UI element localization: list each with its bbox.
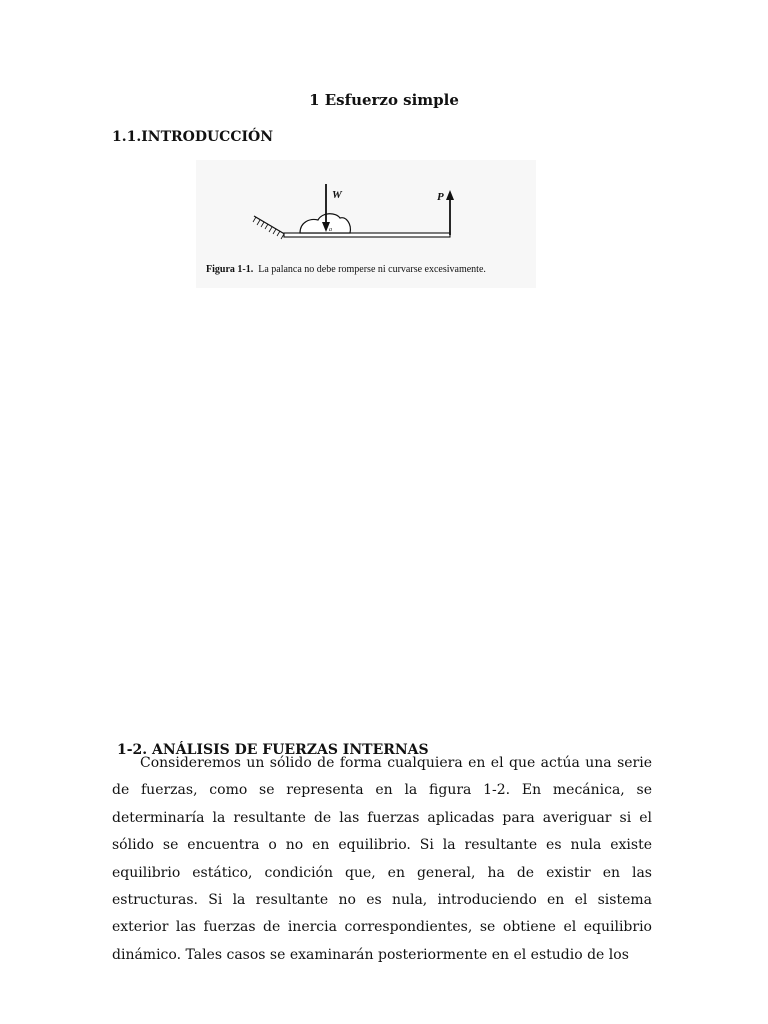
body-paragraph xyxy=(112,750,652,969)
label-p: P xyxy=(437,191,444,203)
label-a: a xyxy=(329,227,332,233)
p-arrow-head xyxy=(446,190,454,200)
section-heading-introduccion: 1.1.INTRODUCCIÓN xyxy=(112,129,273,145)
page-title: 1 Esfuerzo simple xyxy=(309,91,459,109)
label-w: W xyxy=(332,189,342,201)
figure-caption-label: Figura 1-1. xyxy=(206,264,254,275)
figure-caption xyxy=(206,264,486,275)
section-heading-analisis: 1-2. ANÁLISIS DE FUERZAS INTERNAS xyxy=(117,742,429,758)
figure-lever xyxy=(196,160,536,288)
lever-bar xyxy=(284,233,450,237)
paragraph-text: Consideremos un sólido de forma cualquiera en el que actúa una serie de fuerzas, como se representa en la figura 1-2. En mecánica, se determinaría la resultante de las fuerzas aplicadas para averiguar si el sólido se encuentra o no en equilibrio. Si la resultante es nula existe equilibrio estático, condición que, en general, ha de existir en las estructuras. Si la resultante no es nula, introduciendo en el sistema exterior las fuerzas de inercia correspondientes, se obtiene el equilibrio dinámico. Tales casos se examinarán posteriormente en el estudio de los xyxy=(112,755,652,963)
incline-line xyxy=(254,216,288,236)
figure-caption-text: La palanca no debe romperse ni curvarse excesivamente. xyxy=(258,264,486,275)
incline-hatching xyxy=(253,217,284,239)
